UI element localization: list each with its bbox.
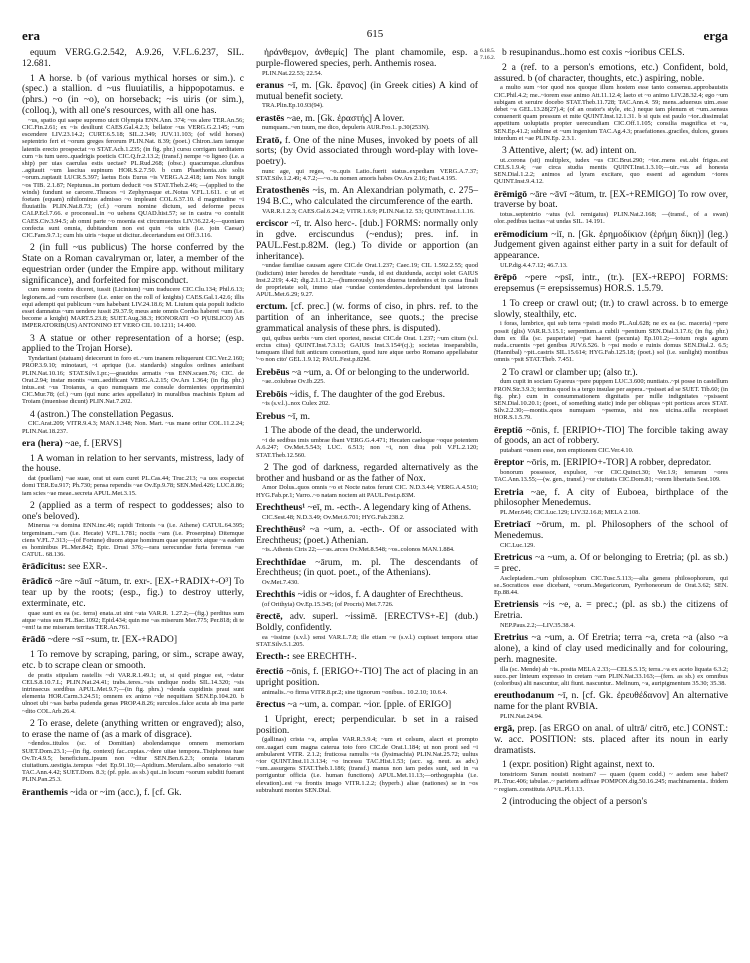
entry-sense xyxy=(494,760,728,792)
definition-text xyxy=(256,114,478,125)
definition-text xyxy=(256,368,478,379)
headword: ēreptiō xyxy=(494,424,523,436)
dictionary-entry xyxy=(256,590,478,608)
dictionary-entry xyxy=(256,390,478,408)
headword: ērectē, xyxy=(256,611,283,623)
citations: ~ae..colubrae Ov.Ib.225. xyxy=(262,378,326,386)
citations: PL.Mer.646; CIC.Luc.129; LIV.32.16.8; MELA 2.108. xyxy=(500,509,640,517)
dictionary-entry xyxy=(22,788,244,799)
entry-sense xyxy=(494,63,728,142)
headword: Eretriacī xyxy=(494,519,531,531)
definition-text xyxy=(494,426,728,448)
definition-body: prep. [as ERGO on anal. of ultrā/ citrō, etc.] CONST.: w. acc. POSITION: sts. placed after its noun in early dramatists. xyxy=(494,723,728,756)
citations: cum nemo contra diceret, iussit (Licinium) ~um traducere CIC.Clu.134; Phil.6.13; legionem..ad ~um rescribere (i.e. enter on the roll of knights) CAES.Gal.1.42.6; illis equi adempti qui publicum ~um habebant LIV.24.18.6; M. Liuium quia populi iudicio esset damnatus ~um uendere iussit 29.37.9; meus ante omnis Cordus haberet ~um (i.e. become a knight) MART.5.23.8; SUET.Aug.38.3; HONORATI ~O P(UBLICO) AB IMPERATORIB(US) ANTONINO ET VERO CIL 10.1211; 14.400. xyxy=(22,286,244,330)
entry-sense xyxy=(494,368,728,422)
dictionary-entry xyxy=(256,412,478,423)
headword: Erebōis xyxy=(256,388,288,400)
entry-sense xyxy=(256,48,478,77)
entry-sense xyxy=(22,334,244,406)
entry-sense xyxy=(494,48,728,59)
definition-body: b resupinandus..homo est coxis ~ioribus CELS. xyxy=(502,47,685,58)
definition-text xyxy=(256,667,478,689)
definition-text xyxy=(494,760,728,771)
definition-body: ~ae, f. A city of Euboea, birthplace of the philosopher Menedemus. xyxy=(494,486,728,509)
dictionary-entry xyxy=(494,273,728,295)
citations: (of Orithyia) Ov.Ep.15.345; (of Procris) Met.7.726. xyxy=(262,601,394,609)
headword: Eratō, xyxy=(256,134,282,146)
citations: dum cupit in sociam Gyareus ~pere puppem LUC.3.600; nuntiato..~pi posse in castellum FRON.Str.3.9.3; territus quod is a tergo insulae per aspera..~psisset ad se SUET. Tib.60; (in fig. phr.) cum in consummationem dignitatis per mille indignitates ~psissent SEN.Dial.10.20.1; (poet., of something static) inde per obliquas ~pit porticus arces STAT. Silv.2.2.30;—montis..quos numquam ~psemus, nisi nos uicina..uilla recepisset HOR.S.1.5.79. xyxy=(494,378,728,422)
entry-sense xyxy=(22,719,244,784)
citations: Amor Dolus..quos omnis ~o et Nocte natos ferunt CIC. N.D.3.44; VERG.A.4.510; HYG.Fab.pr.1; Varro..~o natam noctem ait PAUL.Fest.p.83M. xyxy=(256,484,478,499)
headword: Erebus xyxy=(256,410,286,422)
citations: numquam..~en tuum, me dico, depuleris AUR.Fro.1. p.30(253N). xyxy=(262,124,430,132)
entry-sense xyxy=(494,797,728,808)
definition-body: ~ōnis, f. [ERIPIO+-TIO] The forcible taking away of goods, an act of robbery. xyxy=(494,424,729,447)
definition-body: ~a ~um, a. Of Eretria; terra ~a, creta ~a (also ~a alone), a kind of clay used medicinally and for colouring, perh. magnesite. xyxy=(494,632,728,665)
definition-text xyxy=(494,488,728,510)
entry-sense xyxy=(22,243,244,329)
citations: ea ~issime (s.v.l.) sensi VAR.L.7.8; ille etiam ~e (s.v.l.) cupisset tempora uitae STAT.Silv.5.1.205. xyxy=(256,633,478,649)
headword: erēmodicium xyxy=(494,228,548,240)
definition-body: 2 To crawl or clamber up; (also tr.). xyxy=(502,366,638,378)
margin-note: 6.18.5. 7.16.2. xyxy=(480,48,496,61)
definition-text xyxy=(22,243,244,286)
definition-body: ~dere ~sī ~sum, tr. [EX-+RADO] xyxy=(47,634,178,646)
dictionary-entry xyxy=(256,652,478,663)
definition-text xyxy=(256,302,478,334)
headword: Erechthis xyxy=(256,589,296,601)
headword: Erebēus xyxy=(256,366,290,378)
definition-text xyxy=(22,788,244,799)
dictionary-entry xyxy=(256,136,478,183)
entry-sense xyxy=(256,426,478,458)
definition-text xyxy=(256,219,478,262)
entry-sense xyxy=(494,146,728,186)
citations: totus..septentrio ~atus (v.l. remigatus) PLIN.Nat.2.168; —(transf., of a swan) olor..pedibus tacitas ~at undas SIL. 14.191. xyxy=(494,211,728,226)
definition-body: adv. superl. ~issimē. [ERECTVS+-E] (dub.) Boldly, confidently. xyxy=(256,611,478,634)
definition-text xyxy=(494,553,728,575)
citations: a multo sum ~ior quod nos quoque illum hostem esse tanto consensu..approbauistis CIC.Phil.4.2; me..~iorem esse animo Att.11.12.4; laeto et ~o animo LIV.28.32.4; ego ~um subigam et seruire docebo STAT.Theb.11.728; TAC.Ann.4. 59; mens..aduersus uim..esse debet ~a GEL.13.28(27).4; (of an orator's style, etc.) neque tam plenum et ~um..sensus conuenerit quam pressum et mite QUINT.Inst.12.1.31. b si quis est paulo ~ior..dissimulat appetitum uoluptatis propter uerecundiam CIC.Off.1.105; consilia magnifica et ~a, SEN.Ep.41.2; sublime et ~um ingenium TAC.Ag.4.3; praefationes..graciles, dulces, graues interdum et ~ae PLIN.Ep. 2.3.1. xyxy=(494,84,728,142)
citations: illa (sc. Mende) ab ~is..posita MELA 2.33;—CELS.5.15; terra..~a ex aceto liquata 6.3.2; suco..per linteum expresso in cretam ~am PLIN.Nat.33.163;—(fem. as sb.) ex omnibus (coloribus) alii nascuntur, alii fiunt. nascuntur.. Melinum, ~a, auripigmentum 35.30; 35.38. xyxy=(494,665,728,688)
definition-body: ~ī, n. [cf. Gk. ἐρευθέδανον] An alternative name for the plant RVBIA. xyxy=(494,690,728,713)
citations: qui, quibus uerbis ~um cieri oportest, nesciat CIC.de Orat. 1.237; ~um citum (v.l. erctus citus) QUINT.Inst.7.3.13; GAIUS Inst.3.154ᵃ(cj.); societas inseparabilis, tamquam illud fuit anticum consortium, quod iure atque uerbo Romano appellabatur '~o non cito' GEL.1.9.12; PAUL.Fest.p.82M. xyxy=(256,334,478,364)
definition-text xyxy=(494,458,728,469)
definition-text xyxy=(22,410,244,421)
dictionary-entry xyxy=(256,612,478,648)
definition-text xyxy=(256,390,478,401)
definition-body: ~a ~um, a. -ecth-. Of or associated with Erechtheus; (poet.) Athenian. xyxy=(256,523,478,546)
headword: Eretricus xyxy=(494,552,533,564)
citations: tonstricem Suram nouisti nostram? — quaen (quem codd.) ~ aedem sese habet? PL.Truc.406; tabulae..~ parietem adfixae POMPON.dig.50.16.245; machinamenta.. ibidem ~ regiam..constituta APUL.Pl.1.13. xyxy=(494,771,728,793)
definition-text xyxy=(256,590,478,601)
headword: ergā, xyxy=(494,723,515,735)
definition-body: 1 A woman in relation to her servants, mistress, lady of the house. xyxy=(22,452,244,475)
dictionary-entry xyxy=(22,577,244,631)
definition-body: ~eī, m. -ecth-. A legendary king of Athens. xyxy=(307,501,472,513)
definition-text xyxy=(256,426,478,437)
dictionary-entry xyxy=(256,368,478,386)
headword: Erechthēus² xyxy=(256,523,306,535)
dictionary-entry xyxy=(494,426,728,455)
dictionary-entry xyxy=(256,558,478,587)
definition-body: ~iī, n. [Gk. ἐρημοδίκιον (ἐρήμη δίκη)] (leg.) Judgement given against either party in a suit for default of appearance. xyxy=(494,228,728,262)
definition-body: [cf. prec.] (w. forms of ciso, in phrs. ref. to the partition of an inheritance, see quots.; the precise grammatical analysis of these phrs. is disputed). xyxy=(256,301,478,334)
dictionary-entry xyxy=(256,81,478,110)
dictionary-entry xyxy=(256,114,478,132)
entry-sense xyxy=(22,650,244,715)
dictionary-entry xyxy=(494,488,728,517)
definition-body: see ERECHTH-. xyxy=(292,651,357,663)
dictionary-entry xyxy=(256,302,478,363)
definition-body: ~ae, m. [Gk. ἐραστής] A lover. xyxy=(286,112,405,124)
citations: quae sunt ex ea (sc. terra) enata..ut sint ~ata VAR.R. 1.27.2;—(fig.) perditus sum atque ~atus sum PL.Bac.1092; Epid.434; quin me ~as miserum Mer.775; Per.818; di te ~ent! ta me miseram territas TER.An.761. xyxy=(22,609,244,632)
headword: ērādō xyxy=(22,634,46,646)
citations: CIC.Arat.209; VITR.9.4.3; MAN.1.348; Non. Mart. ~us mane oritur COL.11.2.24; PLIN.Nat.18.237. xyxy=(22,420,244,435)
definition-body: ~ī, m. xyxy=(287,410,311,422)
citations: dat (puellam) ~ae suae, orat ut eam curet PL.Cas.44; Truc.213; ~a uos exspectat domi TER.Eu.917; Ph.730; pensa rependis ~ae Ov.Ep.9.78; SEN.Med.426; LUC.8.86; iam scies ~ae meae..secreta APUL.Met.3.15. xyxy=(22,475,244,497)
citations: de pratis stipulam rastellis ~di VAR.R.1.49.1; ut, si quid pingue est, ~datur CELS.8.10.7.L; PLIN.Nat.24.41; trabs..teres..~sis undique nodis SIL.14.320; ~sis intrinsecus sordibus APUL.Met.9.7;—(in fig. phrs.) ~denda cupidinis praui sunt elementa HOR.Carm.3.24.51; omnem ex animo ~de nequitiam SEN.Ep.104.20. b ulnoet ubi ~sas barba pudenda genas PROP.4.8.26; surculos..falce acuta ab ima parte ~dito COL.Arb.26.4. xyxy=(22,671,244,715)
definition-text xyxy=(494,797,728,808)
citations: ~undae familiae causam agere CIC.de Orat.1.237; Caec.19; CIL 1.592.2.55; quod (iudicium) inter heredes de hereditate ~unda, id est diuidunda, accipi solet GAIUS Inst.2.219; 4.42; dig.2.1.11.2;—(humorously) nos diuersa tendentes et in causa finali de proprietate soli, immo uiae ~undae contendentes..deprehendunt ipsi latrones APUL.Met.6.29; 9.27. xyxy=(256,262,478,299)
headword: ēranthemis xyxy=(22,786,68,798)
definition-body: ~ae, f. [ERVS] xyxy=(65,437,122,449)
definition-body: 1 Upright, erect; perpendicular. b set in a raised position. xyxy=(256,713,478,736)
definition-text xyxy=(22,48,244,70)
definition-body: equum VERG.G.2.542, A.9.26, V.FL.6.237, SIL. 12.681. xyxy=(22,47,244,69)
definition-body: 2 (introducing the object of a person's xyxy=(502,795,648,807)
definition-body: 4 (astron.) The constellation Pegasus. xyxy=(30,408,174,420)
definition-text xyxy=(256,136,478,168)
headword: Eratosthenēs xyxy=(256,185,310,197)
dictionary-entry xyxy=(256,186,478,215)
definition-text xyxy=(494,190,728,212)
entry-sense xyxy=(22,501,244,559)
definition-text xyxy=(256,652,478,663)
dictionary-entry xyxy=(256,667,478,696)
citations: i foras, lumbrice, qui sub terra ~psisti modo PL.Aul.628; ne ex ea (sc. maceria) ~pere possit (glis) VAR.R.3.15.1; serpentium..a cubili ~pentium SEN.Dial.3.17.6; (in fig. phr.) dum ex illa (sc. paupertate) ~pat haeret (pecunia) Ep.101.2;—totum regis agrum nuda..cruentis ~pet genibus JUV.6.526. b ~psi modo e ruinis domus SEN.Dial.2. 6.5; (Hannibal) ~pit..castris SIL.15.614; HYG.Fab.125.18; (poet.) sol (i.e. sunlight) montibus omnis ~psit STAT.Theb. 7.451. xyxy=(494,320,728,364)
headword: ērādīcō xyxy=(22,576,53,588)
citations: animalis..~o firma VITR.8.pr.2; sine tignorum ~onibus.. 10.2.10; 10.6.4. xyxy=(262,688,448,696)
definition-text xyxy=(22,577,244,609)
definition-body: f. One of the nine Muses, invoked by poets of all sorts; (by Ovid associated through word-play with love-poetry). xyxy=(256,134,478,168)
definition-body: ~ī, m. [Gk. ἔρανος] (in Greek cities) A kind of mutual benefit society. xyxy=(256,79,478,102)
headword: ērēmigō xyxy=(494,188,528,200)
citations: TRA.Plin.Ep.10.93(94). xyxy=(262,102,324,110)
headword: Eretriensis xyxy=(494,599,539,611)
headword: eranus xyxy=(256,79,284,91)
definition-body: ~a ~um, a. Of or belonging to the underworld. xyxy=(291,366,470,378)
definition-text xyxy=(494,368,728,379)
citations: Ov.Met.7.430. xyxy=(262,579,299,587)
dictionary-entry xyxy=(494,520,728,549)
definition-body: ~pere ~psī, intr., (tr.). [EX-+REPO] FORMS: erepsemus (= erepsissemus) HOR.S. 1.5.79. xyxy=(494,272,728,295)
definition-text xyxy=(22,334,244,356)
definition-text xyxy=(494,691,728,713)
headword: ērēpō xyxy=(494,272,517,284)
definition-text xyxy=(22,439,244,450)
definition-body: ~ōris, m. [ERIPIO+-TOR] A robber, depredator. xyxy=(526,457,712,469)
definition-body: 1 A horse. b (of various mythical horses or sim.). c (spec.) a stallion. d ~us fluuiatilis, a hippopotamus. e (phrs.) ~o (in ~o), on horseback; ~is uiris (or sim.), (colloq.), with all one's resources, with all one has. xyxy=(22,72,244,116)
definition-body: 3 Attentive, alert; (w. ad) intent on. xyxy=(502,145,637,157)
definition-body: 1 To remove by scraping, paring, or sim., scrape away, etc. b to scrape clean or smooth. xyxy=(22,649,244,671)
citations: bonorum possessor, expulsor, ~or CIC.Quinct.30; Ver.1.9; terrarum ~ores TAC.Ann.13.55;—(w. gen., transf.) ~or ciuitatis CIC.Dom.81; ~orem libertatis Sest.109. xyxy=(494,469,728,484)
entry-sense xyxy=(256,463,478,499)
definition-body: see EXR-. xyxy=(68,561,108,573)
definition-text xyxy=(22,501,244,523)
citations: ut..corona (sit) multiplex, iudex ~us CIC.Brut.290; ~ior..mens est..ubi frigus..est CELS.1.9.4; ~ae circa studia mentis QUINT.Inst.1.3.10;—uir..~us ad honesta SEN.Dial.1.2.2; animos ad lyram excitare, quo essent ad agendum ~iores QUINT.Inst.9.4.12. xyxy=(494,156,728,186)
definition-body: 1 To creep or crawl out; (tr.) to crawl across. b to emerge slowly, stealthily, etc. xyxy=(494,297,728,320)
dictionary-entry xyxy=(494,230,728,270)
headword: Eretria xyxy=(494,486,524,498)
citations: ~is (s.v.l.)..nox Culex 202. xyxy=(262,400,330,408)
definition-body: 3 A statue or other representation of a horse; (esp. applied to the Trojan Horse). xyxy=(22,332,244,355)
headword: ērādīcitus: xyxy=(22,561,66,573)
dictionary-entry xyxy=(256,219,478,298)
entry-sense xyxy=(22,74,244,240)
definition-body: ~is, m. An Alexandrian polymath, c. 275–194 B.C., who calculated the circumference of the earth. xyxy=(256,185,478,208)
entry-sense xyxy=(22,48,244,70)
headword: ēreptor xyxy=(494,457,525,469)
definition-body: 1 The abode of the dead, the underworld. xyxy=(264,425,422,437)
definition-body: ~āre ~āvī ~ātum, tr. [EX-+REMIGO] To row over, traverse by boat. xyxy=(494,188,728,211)
definition-text xyxy=(256,715,478,737)
definition-body: ἠράνθεμον, ἀνθεμίς] The plant chamomile, esp. a purple-flowered species, perh. Anthemis rosea. xyxy=(256,47,478,69)
definition-text xyxy=(256,503,478,514)
definition-text xyxy=(22,635,244,646)
headword: ereuthodanum xyxy=(494,690,555,702)
citations: Tyndaritani (statuam) deiecerunt in foro et..~um inanem reliquerunt CIC.Ver.2.160; PROP.3.9.10; minotauri, ~i aprique (i.e. standards) singulos ordines anteibant PLIN.Nat.10.16; STAT.Silv.1.pr.;—grauidus armatis ~us ENN.scaen.76; CIC. de Orat.2.94; instar montis ~um..aedificant VERG.A.2.15; Ov.Ars 1.364; (in fig. phr.) intus..est ~us Troianus, a quo numquam me consule dormientes opprimemini CIC.Mur.78; (cf.) ~um (qui nunc aries appellatur) in muralibus machinis Epium ad Troiam (inuenisse dicunt) PLIN.Nat.7.202. xyxy=(22,355,244,406)
definition-text xyxy=(256,700,478,711)
citations: Asclepiadem..~um philosophum CIC.Tusc.5.113;—alia genera philosophorum, qui se..Socraticos esse dicebant, ~orum..Megaricorum, Pyrrhoneorum de Orat.3.62; SEN. Ep.88.44. xyxy=(494,574,728,597)
definition-text xyxy=(256,48,478,70)
definition-text xyxy=(494,48,728,59)
definition-text xyxy=(494,63,728,85)
dictionary-entry xyxy=(22,635,244,646)
definition-body: ~ōrum, m. pl. Philosophers of the school of Menedemus. xyxy=(494,519,728,542)
dictionary-entry xyxy=(494,600,728,629)
definition-text xyxy=(22,719,244,741)
headword: erciscor xyxy=(256,218,289,230)
definition-body: 2 (in full ~us publicus) The horse conferred by the State on a Roman cavalryman or, later, a member of the equestrian order (under the Empire app. without military significance), and forfeited for misconduct. xyxy=(22,242,244,286)
definition-body: ~ida or ~im (acc.), f. [cf. Gk. xyxy=(70,786,182,798)
citations: nunc age, qui reges, ~o..quis Latio..fuerit status..expediam VERG.A.7.37; STAT.Silv.1.2.49; 4.7.2;—~o..tu nomen amoris habes Ov.Ars 2.16; Fast.4.195. xyxy=(256,167,478,183)
definition-text xyxy=(256,463,478,485)
left-running-headword: era xyxy=(22,28,41,43)
definition-text xyxy=(22,74,244,117)
definition-text xyxy=(256,81,478,103)
headword: Erechthīdae xyxy=(256,556,306,568)
dictionary-entry xyxy=(494,190,728,226)
definition-text xyxy=(494,273,728,295)
citations: putabant ~onem esse, non emptionem CIC.Ver.4.10. xyxy=(500,447,634,455)
headword: erastēs xyxy=(256,112,285,124)
headword: Erecth-: xyxy=(256,651,290,663)
headword: ērectus xyxy=(256,698,286,710)
dictionary-entry xyxy=(256,503,478,521)
entry-sense xyxy=(22,410,244,435)
dictionary-entry xyxy=(494,553,728,596)
definition-text xyxy=(494,724,728,756)
definition-text xyxy=(22,650,244,672)
definition-text xyxy=(494,600,728,622)
headword: Erechtheus¹ xyxy=(256,501,306,513)
column-2 xyxy=(256,48,478,798)
page-number: 615 xyxy=(366,28,384,40)
dictionary-entry xyxy=(494,458,728,483)
definition-body: ~āre ~āuī ~ātum, tr. exr-. [EX-+RADIX+-O³] To tear up by the roots; (esp., fig.) to destroy utterly, exterminate, etc. xyxy=(22,576,244,609)
headword: era (hera) xyxy=(22,437,63,449)
definition-text xyxy=(494,299,728,321)
citations: CIC.Sest.48; N.D.3.49; Ov.Met.6.701; HYG.Fab.238.2. xyxy=(262,513,405,521)
definition-body: 2 The god of darkness, regarded alternatively as the brother and husband or as the father of Nox. xyxy=(256,461,478,484)
citations: ~dendos..titulos (sc. of Domitian) abolendamque omnem memoriam SUET.Dom.23.1;—(in fig. context) fac..cupias..~dere uitae tempora..Tisiphonea tuae Ov.Tr.4.9.5; beneficium..ipsum non ~ditur SEN.Ben.6.2.3; omnia istarum ciuitatium..uestigia..tempus ~det Ep.91.10;—Apidium..Merulam..albo senatorio ~sit TAC.Ann.4.42; SUET.Dom. 8.3; (pf. pple. as sb.) qui..in locum ~sorum subditi fuerant PLIN.Pan.25.3. xyxy=(22,740,244,784)
definition-text xyxy=(22,454,244,476)
dictionary-entry xyxy=(22,439,244,450)
definition-body: 2 To erase, delete (anything written or engraved); also, to erase the name of (as a mark of disgrace). xyxy=(22,717,244,740)
definition-body: ~ārum, m. pl. The descendants of Erechtheus; (in quot. poet., of the Athenians). xyxy=(256,556,478,579)
definition-body: 2 (applied as a term of respect to goddesses; also to one's beloved). xyxy=(22,499,244,522)
definition-text xyxy=(494,146,728,157)
column-1 xyxy=(22,48,244,802)
definition-body: ~ī, tr. Also herc-. [dub.] FORMS: normally only in gdve. erciscundus (~endus); pres. inf. in PAUL.Fest.p.82M. (leg.) To divide or apportion (an inheritance). xyxy=(256,218,478,262)
definition-text xyxy=(494,520,728,542)
dictionary-entry xyxy=(256,700,478,711)
citations: PLIN.Nat.22.53; 22.54. xyxy=(262,69,323,77)
citations: ~i de sedibus imis umbrae ibant VERG.G.4.471; Hecaten caeloque ~oque potentem A.6.247; Ov.Met.5.543; LUC. 6.513; non ~i, non diua poli V.FL.2.120; STAT.Theb.12.560. xyxy=(256,437,478,459)
dictionary-entry xyxy=(494,724,728,756)
entry-sense xyxy=(494,299,728,364)
dictionary-entry xyxy=(494,633,728,687)
citations: Minerua ~a domina ENN.inc.46; rapidi Tritonis ~a (i.e. Athene) CATUL.64.395; tergeminam..~am (i.e. Hecate) V.FL.1.781; noctis ~am (i.e. Proserpina) Ditemque ciens V.FL.7.313;—(of Fortune) diuom atque hominum quae speratrix atque ~a eadem es hominibus PL.Mer.842; Epic. Drusi 376;—rara uerecundae furta feremus ~ae CATUL. 68.136. xyxy=(22,522,244,559)
column-3 xyxy=(480,47,729,812)
definition-body: ~idis or ~idos, f. A daughter of Erechtheus. xyxy=(297,589,464,601)
page-header xyxy=(22,28,728,44)
citations: VAR.R.1.2.3; CAES.Gal.6.24.2; VITR.1.6.9; PLIN.Nat.12. 53; QUINT.Inst.1.1.16. xyxy=(262,207,475,215)
citations: NEP.Paus.2.2;—LIV.35.38.4. xyxy=(500,622,575,630)
entry-sense xyxy=(22,454,244,497)
definition-text xyxy=(256,186,478,208)
definition-body: ~is ~e, a. = prec.; (pl. as sb.) the citizens of Eretria. xyxy=(494,599,729,622)
definition-body: ~idis, f. The daughter of the god Erebus. xyxy=(289,388,445,400)
definition-body: 1 (expr. position) Right against, next to. xyxy=(502,759,655,771)
dictionary-entry xyxy=(22,562,244,573)
definition-body: ~a ~um, a. Of or belonging to Eretria; (pl. as sb.) = prec. xyxy=(494,552,728,575)
dictionary-entry xyxy=(256,525,478,554)
definition-body: ~ōnis, f. [ERIGO+-TIO] The act of placing in an upright position. xyxy=(256,666,478,688)
definition-text xyxy=(256,412,478,423)
headword: erctum. xyxy=(256,301,288,313)
entry-sense xyxy=(256,715,478,794)
definition-body: 2 a (ref. to a person's emotions, etc.) Confident, bold, assured. b (of character, thoughts, etc.) aspiring, noble. xyxy=(494,61,728,84)
definition-text xyxy=(494,633,728,665)
dictionary-entry xyxy=(494,691,728,720)
citations: ~is..Athenis Ciris 22;—~as..arces Ov.Met.8.548; ~os..colonos MAN.1.884. xyxy=(262,546,455,554)
definition-text xyxy=(256,525,478,547)
citations: CIC.Luc.129. xyxy=(500,542,535,550)
citations: PLIN.Nat.24.94. xyxy=(500,712,543,720)
definition-text xyxy=(256,612,478,634)
citations: ULP.dig.4.4.7.12; 46.7.13. xyxy=(500,262,568,270)
definition-text xyxy=(494,230,728,262)
headword: ērectiō xyxy=(256,666,284,678)
right-running-headword: erga xyxy=(703,28,728,43)
citations: ~us, spatio qui saepe supremo uicit Olympia ENN.Ann. 374; ~os alere TER.An.56; CIC.Fin.2.61; ex ~is desiliunt CAES.Gal.4.2.3; bellator ~us VERG.G.2.145; ~um escendere LIV.23.14.2; CURT.6.5.18; SIL.2.349; JUV.11.103; (of wild horses) septentrio fert et ~orum greges ferorum PLIN.Nat. 8.39; (poet.) Chiron..iam iamque latentis erecto prospectat ~o STAT.Ach.1.235; (in fig. phr.) cursu corrigam tarditatem cum ~is tum uero..quadrigis poeticis CIC.Q.fr.2.13.2; (transf.) nempe ~o ligneo (i.e. a ship) per uias caerulas estis uectae? PL.Rud.268; (obsc.) quacumque..clunibus ..agitauit ~um lasciua supinum HOR.S.2.7.50. b cum Phaethonta..uis solis ~orum..raptauit LUCR.5.397; laetus Eois Eurus ~is VERG.A.2.418; iam Nox iungit ~os TIB. 2.1.87; Neptunus..in portum deducit ~os STAT.Theb.2.46; —(applied to the winds) fundunt se carcere..Thraces ~i Zephyrusque et..Notus V.FL.1.611. c ut et foetam (equam) nihilominus admisso ~o impleant COL.6.37.10. d magnitudine ~i fluuiatilis PLIN.Nat.8.73; (cf.) ~orum nomine dictum, sed deforme pecus CALP.Ecl.7.66. e proconsul..in ~o uehens QUAD.hist.57; se in castra ~o contulit CAES.Civ.3.94.5; ab omni parte ~o moenia est circumuectus LIV.36.22.4;—quoniam confecta sunt omnia, dubitandum non est quin ~is uiris (i.e. join Caesar) CIC.Fam.9.7.1; cum his uiris ~isque ut dicitur..decertandum est Off.3.116. xyxy=(22,116,244,240)
definition-text xyxy=(22,562,244,573)
definition-body: ~a ~um, a. compar. ~ior. [pple. of ERIGO] xyxy=(287,698,452,710)
citations: (gallinas) crista ~a, amplas VAR.R.3.9.4; ~um et celsum, alacri et prompto ore..uagari cum magna caterua toto foro CIC.de Orat.1.184; ut non proni sed ~i ambularent VITR. 2.1.2; fruticosa ramulis ~is (lysimachia) PLIN.Nat.25.72; uultus ~ior QUINT.Inst.11.3.134; ~o incessu TAC.Hist.1.53; (acc. sg. neut. as adv.) ~um..assurgens STAT.Theb.1.186; (transf.) manus non iam pedes sunt, sed in ~a porriguntur officia (i.e. human functions) APUL.Met.11.13;—orthographia (i.e. elevation)..est ~a frontis imago VITR.1.2.2; (hyperb.) aliae (nationes) se in ~os subtrahunt montes SEN.Dial. xyxy=(256,736,478,794)
headword: Eretrius xyxy=(494,632,528,644)
definition-text xyxy=(256,558,478,580)
